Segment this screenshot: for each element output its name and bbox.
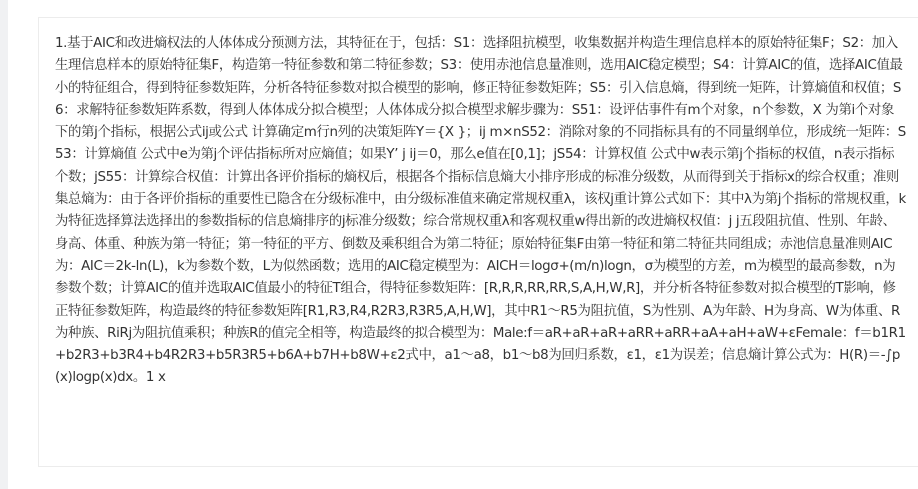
content-panel xyxy=(8,0,918,489)
claims-box xyxy=(38,17,918,467)
claim-text: 1.基于AIC和改进熵权法的人体体成分预测方法，其特征在于，包括：S1：选择阻抗模型，收集数据并构造生理信息样本的原始特征集F；S2：加入生理信息样本的原始特征集F，构造第一特征参数和第二特征参数；S3：使用赤池信息量准则，选用AIC稳定模型；S4：计算AIC的值，选择AIC值最小的特征组合，得到特征参数矩阵，分析各特征参数对拟合模型的影响，修正特征参数矩阵；S5：引入信息熵，得到统一矩阵，计算熵值和权值；S6：求解特征参数矩阵系数，得到人体体成分拟合模型；人体体成分拟合模型求解步骤为：S51：设评估事件有m个对象，n个参数，X 为第i个对象下的第j个指标，根据公式ij或公式 计算确定m行n列的决策矩阵Y＝{X }；ij m×nS52：消除对象的不同指标具有的不同量纲单位，形成统一矩阵：S53：计算熵值 公式中e为第j个评估指标所对应熵值；如果Y’ j ij＝0，那么e值在[0,1]；jS54：计算权值 公式中w表示第j个指标的权值，n表示指标个数；jS55：计算综合权值：计算出各评价指标的熵权后，根据各个指标信息熵大小排序形成的标准分级数，从而得到关于指标x的综合权重；准则集总熵为：由于各评价指标的重要性已隐含在分级标准中，由分级标准值来确定常规权重λ，该权j重计算公式如下：其中λ为第j个指标的常规权重，k为特征选择算法选择出的参数指标的信息熵排序的j标准分级数；综合常规权重λ和客观权重w得出新的改进熵权权值：j j五段阻抗值、性别、年龄、身高、体重、种族为第一特征；第一特征的平方、倒数及乘积组合为第二特征；原始特征集F由第一特征和第二特征共同组成；赤池信息量准则AIC为：AIC＝2k-ln(L)，k为参数个数，L为似然函数；选用的AIC稳定模型为：AICH＝logσ+(m/n)logn，σ为模型的方差，m为模型的最高参数，n为参数个数；计算AIC的值并选取AIC值最小的特征T组合，得特征参数矩阵：[R,R,R,RR,RR,S,A,H,W,R]，并分析各特征参数对拟合模型的T影响，修正特征参数矩阵，构造最终的特征参数矩阵[R1,R3,R4,R2R3,R3R5,A,H,W]，其中R1～R5为阻抗值，S为性别、A为年龄、H为身高、W为体重、R为种族、RiRj为阻抗值乘积；种族R的值完全相等，构造最终的拟合模型为：Male:f＝aR+aR+aR+aRR+aRR+aA+aH+aW+εFemale：f＝b1R1+b2R3+b3R4+b4R2R3+b5R3R5+b6A+b7H+b8W+ε2式中，a1～a8，b1～b8为回归系数，ε1，ε1为误差；信息熵计算公式为：H(R)＝-∫p(x)logp(x)dx。1 x xyxy=(55,36,906,386)
